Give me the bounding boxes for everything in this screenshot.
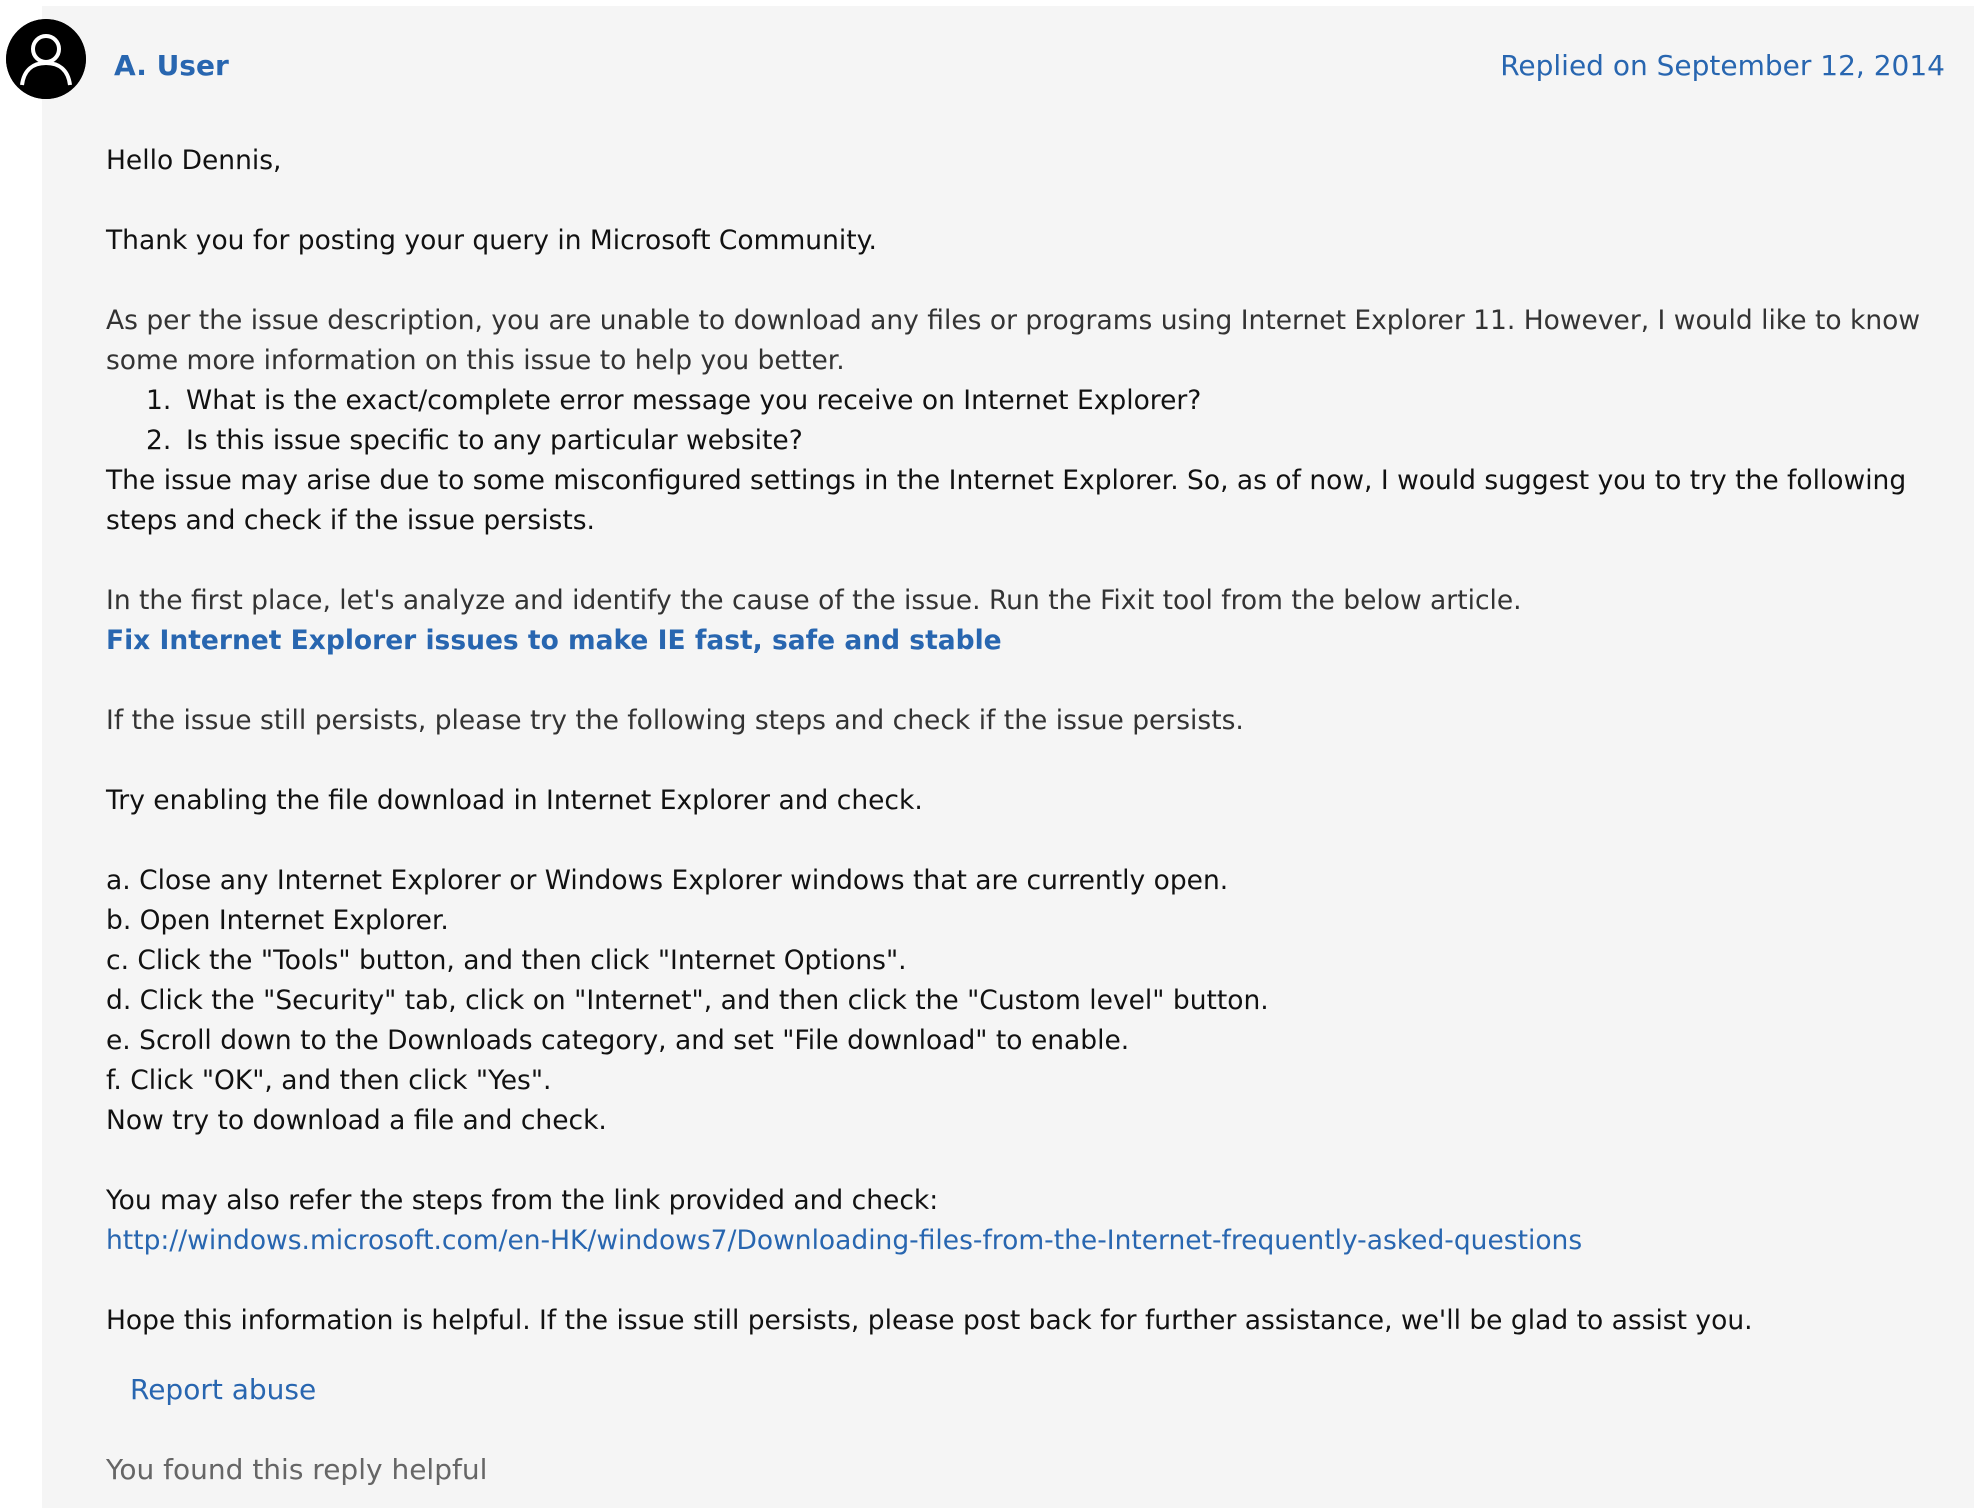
closing-paragraph: Hope this information is helpful. If the issue still persists, please post back for further assistance, we'll be glad to assist you. [106,1305,1753,1336]
questions-list [106,381,1926,461]
still-persists-paragraph: If the issue still persists, please try the following steps and check if the issue persists. [106,705,1244,736]
fixit-article-link[interactable]: Fix Internet Explorer issues to make IE fast, safe and stable [106,625,1002,656]
cause-paragraph-line1: The issue may arise due to some misconfigured settings in the Internet Explorer. So, as of now, I would suggest you to try the following [106,465,1907,496]
refer-paragraph: You may also refer the steps from the link provided and check: [106,1185,939,1216]
issue-paragraph-line2: some more information on this issue to help you better. [106,345,845,376]
step-c: c. Click the "Tools" button, and then click "Internet Options". [106,945,907,976]
faq-url-link[interactable]: http://windows.microsoft.com/en-HK/windows7/Downloading-files-from-the-Internet-frequently-asked-questions [106,1225,1583,1256]
step-a: a. Close any Internet Explorer or Windows Explorer windows that are currently open. [106,865,1229,896]
author-name-link[interactable]: A. User [114,49,229,82]
report-abuse-link[interactable]: Report abuse [130,1373,317,1406]
user-icon [6,19,86,99]
replied-date: Replied on September 12, 2014 [1500,49,1945,82]
first-place-paragraph: In the first place, let's analyze and identify the cause of the issue. Run the Fixit tool from the below article. [106,585,1522,616]
step-b: b. Open Internet Explorer. [106,905,449,936]
try-enabling-paragraph: Try enabling the file download in Internet Explorer and check. [106,785,923,816]
cause-paragraph-line2: steps and check if the issue persists. [106,505,595,536]
greeting: Hello Dennis, [106,145,282,176]
helpful-status: You found this reply helpful [106,1453,488,1486]
thanks-paragraph: Thank you for posting your query in Microsoft Community. [106,225,877,256]
step-f: f. Click "OK", and then click "Yes". [106,1065,552,1096]
step-e: e. Scroll down to the Downloads category, and set "File download" to enable. [106,1025,1130,1056]
step-now-try: Now try to download a file and check. [106,1105,607,1136]
reply-body [106,141,1926,1341]
step-d: d. Click the "Security" tab, click on "Internet", and then click the "Custom level" button. [106,985,1269,1016]
avatar[interactable] [6,19,86,99]
issue-paragraph-line1: As per the issue description, you are unable to download any files or programs using Internet Explorer 11. However, I would like to know [106,305,1920,336]
list-item: 2. Is this issue specific to any particular website? [146,425,803,456]
list-item: 1. What is the exact/complete error message you receive on Internet Explorer? [146,385,1202,416]
